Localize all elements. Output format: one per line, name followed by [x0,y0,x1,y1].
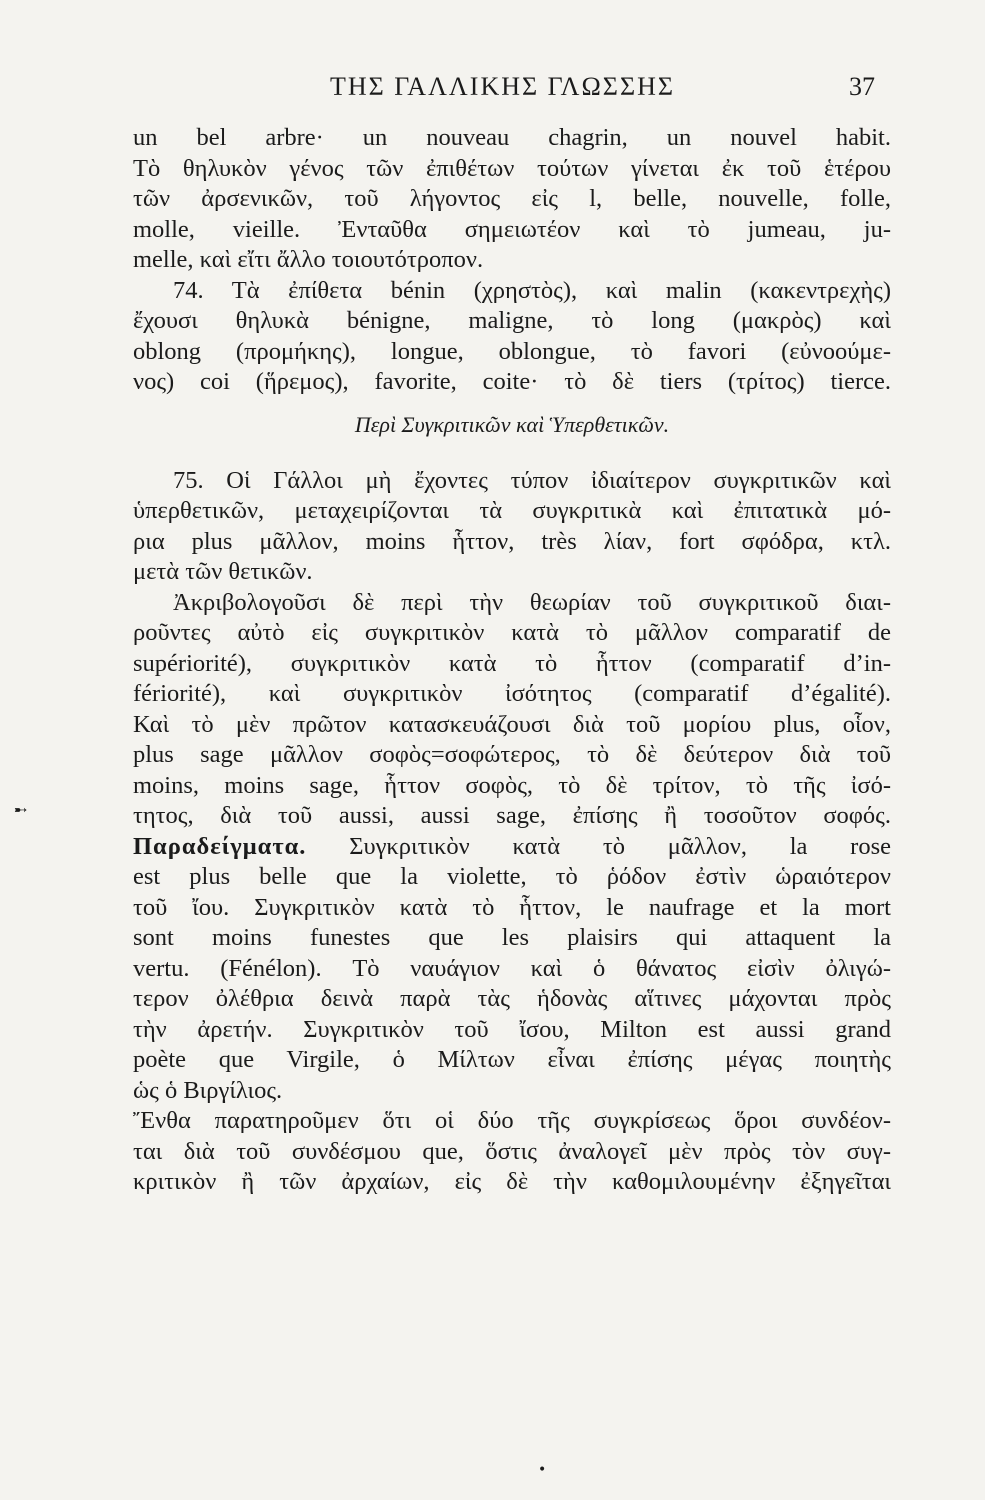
text-line: Ἔνθα παρατηροῦμεν ὅτι οἱ δύο τῆς συγκρίσεως ὅροι συνδέον- [133,1107,891,1134]
text-line: poète que Virgile, ὁ Μίλτων εἶναι ἐπίσης μέγας ποιητὴς [133,1046,891,1073]
text-line: ται διὰ τοῦ συνδέσμου que, ὅστις ἀναλογεῖ μὲν πρὸς τὸν συγ- [133,1137,891,1165]
text-line: fériorité), καὶ συγκριτικὸν ἰσότητος (comparatif d’égalité). [133,680,891,707]
page-number: 37 [849,72,875,101]
text-line: Τὸ θηλυκὸν γένος τῶν ἐπιθέτων τούτων γίνεται ἐκ τοῦ ἑτέρου [133,154,891,182]
text-line: κριτικὸν ἢ τῶν ἀρχαίων, εἰς δὲ τὴν καθομιλουμένην ἐξηγεῖται [133,1168,891,1195]
text-line: un bel arbre· un nouveau chagrin, un nouvel habit. [133,124,891,151]
text-line: τὴν ἀρετήν. Συγκριτικὸν τοῦ ἴσου, Milton est aussi grand [133,1015,891,1043]
text-line: νος) coi (ἥρεμος), favorite, coite· τὸ δὲ tiers (τρίτος) tierce. [133,368,891,395]
text-line: moins, moins sage, ἧττον σοφὸς, τὸ δὲ τρίτον, τὸ τῆς ἰσό- [133,771,891,799]
bottom-dot-icon: • [538,1462,547,1478]
text-line: μετὰ τῶν θετικῶν. [133,558,313,585]
text-line: ὑπερθετικῶν, μεταχειρίζονται τὰ συγκριτικὰ καὶ ἐπιτατικὰ μό- [133,497,891,524]
body-text [133,122,891,1197]
text-line: molle, vieille. Ἐνταῦθα σημειωτέον καὶ τὸ jumeau, ju- [133,215,891,243]
running-header [130,72,875,112]
text-line: melle, καὶ εἴτι ἄλλο τοιουτότροπον. [133,246,484,273]
header-title: ΤΗΣ ΓΑΛΛΙΚΗΣ ΓΛΩΣΣΗΣ [330,72,675,101]
text-line: est plus belle que la violette, τὸ ῥόδον ἐστὶν ὡραιότερον [133,863,891,890]
paragraph-74-line: 74. Τὰ ἐπίθετα bénin (χρηστὸς), καὶ malin (κακεντρεχὴς) [173,276,891,304]
text-line: ἔχουσι θηλυκὰ bénigne, maligne, τὸ long (μακρὸς) καὶ [133,307,891,334]
margin-arrow-icon: ➸ [14,800,28,819]
section-subheading: Περὶ Συγκριτικῶν καὶ Ὑπερθετικῶν. [354,411,670,437]
text-line: τητος, διὰ τοῦ aussi, aussi sage, ἐπίσης ἢ τοσοῦτον σοφός. [133,802,891,829]
text-line: τερον ὀλέθρια δεινὰ παρὰ τὰς ἡδονὰς αἵτινες μάχονται πρὸς [133,985,891,1012]
examples-heading: Παραδείγματα. [133,832,307,860]
text-line: ροῦντες αὐτὸ εἰς συγκριτικὸν κατὰ τὸ μᾶλλον comparatif de [133,619,891,646]
text-line: supériorité), συγκριτικὸν κατὰ τὸ ἧττον (comparatif d’in- [133,649,891,677]
text-line: τῶν ἀρσενικῶν, τοῦ λήγοντος εἰς l, belle, nouvelle, folle, [133,185,891,212]
text-line: ρια plus μᾶλλον, moins ἧττον, très λίαν, fort σφόδρα, κτλ. [133,527,891,555]
text-line: Καὶ τὸ μὲν πρῶτον κατασκευάζουσι διὰ τοῦ μορίου plus, οἷον, [133,710,891,738]
text-line: vertu. (Fénélon). Τὸ ναυάγιον καὶ ὁ θάνατος εἰσὶν ὀλιγώ- [133,954,891,982]
paragraph-75-line: 75. Οἱ Γάλλοι μὴ ἔχοντες τύπον ἰδιαίτερον συγκριτικῶν καὶ [173,466,891,494]
text-line: plus sage μᾶλλον σοφὸς=σοφώτερος, τὸ δὲ δεύτερον διὰ τοῦ [133,741,891,768]
text-line: Ἀκριβολογοῦσι δὲ περὶ τὴν θεωρίαν τοῦ συγκριτικοῦ διαι- [173,588,891,616]
examples-first-line [133,831,891,862]
text-line: oblong (προμήκης), longue, oblongue, τὸ favori (εὐνοούμε- [133,337,891,365]
text-line: sont moins funestes que les plaisirs qui attaquent la [133,924,891,951]
text-line: τοῦ ἴου. Συγκριτικὸν κατὰ τὸ ἧττον, le naufrage et la mort [133,893,891,921]
text-line: ὡς ὁ Βιργίλιος. [133,1076,283,1104]
examples-first-line-rest: Συγκριτικὸν κατὰ τὸ μᾶλλον, la rose [349,832,891,860]
